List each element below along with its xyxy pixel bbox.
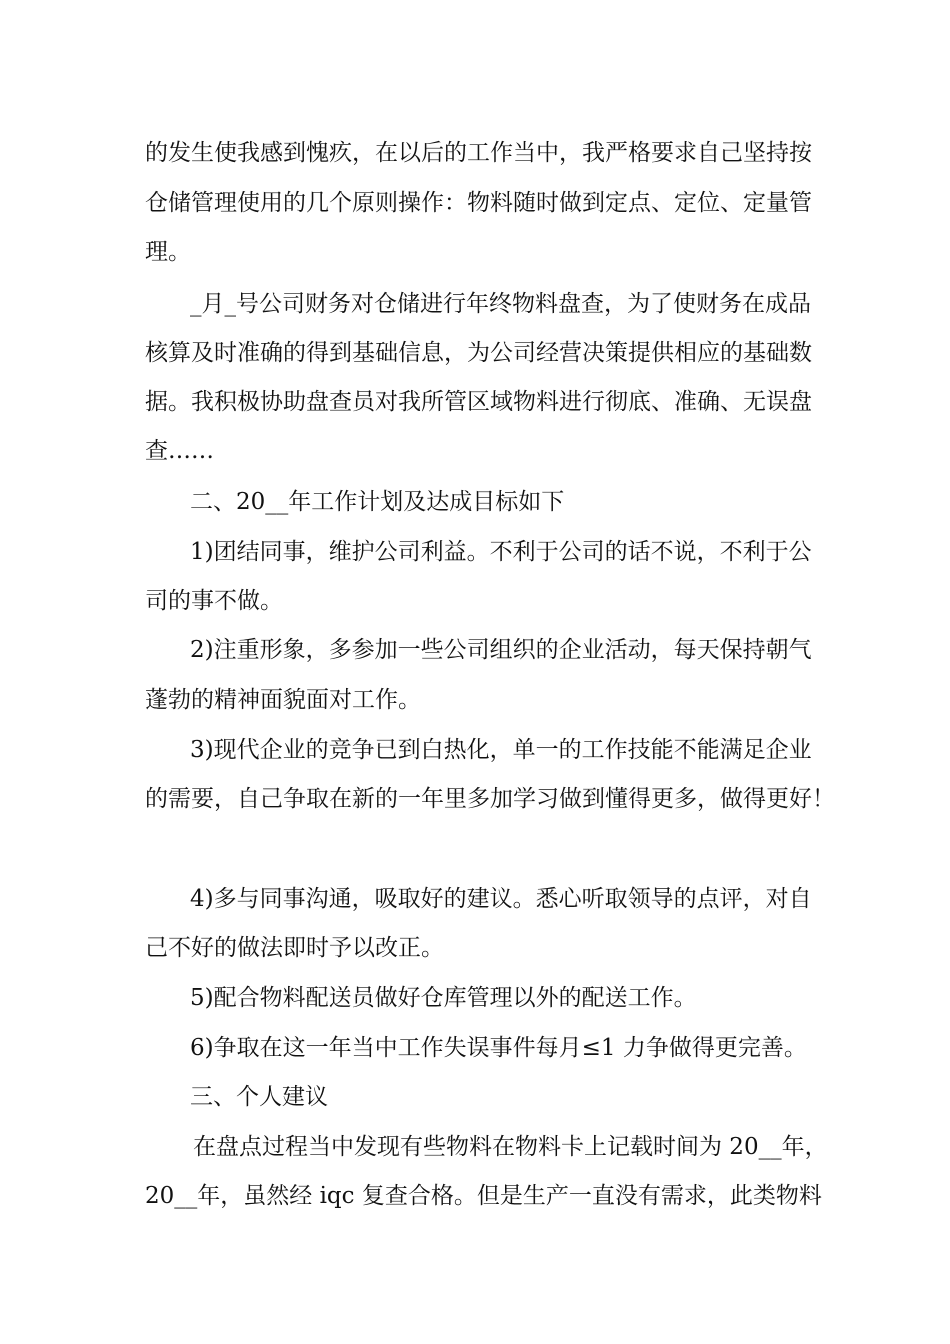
section-heading: 二、20__年工作计划及达成目标如下 [190,489,565,515]
text-line: 5)配合物料配送员做好仓库管理以外的配送工作。 [190,985,697,1011]
text-line: 1)团结同事，维护公司利益。不利于公司的话不说，不利于公 [190,539,812,565]
text-line: 3)现代企业的竞争已到白热化，单一的工作技能不能满足企业 [190,737,812,763]
text-line: _月_号公司财务对仓储进行年终物料盘查，为了使财务在成品 [190,291,811,317]
text-line: 仓储管理使用的几个原则操作：物料随时做到定点、定位、定量管 [145,190,812,216]
text-line: 据。我积极协助盘查员对我所管区域物料进行彻底、准确、无误盘 [145,389,812,415]
text-line: 在盘点过程当中发现有些物料在物料卡上记载时间为 20__年， [193,1134,828,1160]
section-heading: 三、个人建议 [190,1084,328,1110]
text-line: 己不好的做法即时予以改正。 [145,935,444,961]
text-line: 20__年，虽然经 iqc 复查合格。但是生产一直没有需求，此类物料 [145,1183,822,1209]
text-line: 查…… [145,438,214,464]
text-line: 蓬勃的精神面貌面对工作。 [145,687,421,713]
text-line: 的需要，自己争取在新的一年里多加学习做到懂得更多，做得更好！ [145,786,835,812]
text-line: 理。 [145,239,191,265]
text-line: 核算及时准确的得到基础信息，为公司经营决策提供相应的基础数 [145,340,812,366]
text-line: 的发生使我感到愧疚，在以后的工作当中，我严格要求自己坚持按 [145,140,812,166]
text-line: 6)争取在这一年当中工作失误事件每月≤1 力争做得更完善。 [190,1035,807,1061]
text-line: 司的事不做。 [145,588,283,614]
text-line: 4)多与同事沟通，吸取好的建议。悉心听取领导的点评，对自 [190,886,812,912]
text-line: 2)注重形象，多参加一些公司组织的企业活动，每天保持朝气 [190,637,812,663]
